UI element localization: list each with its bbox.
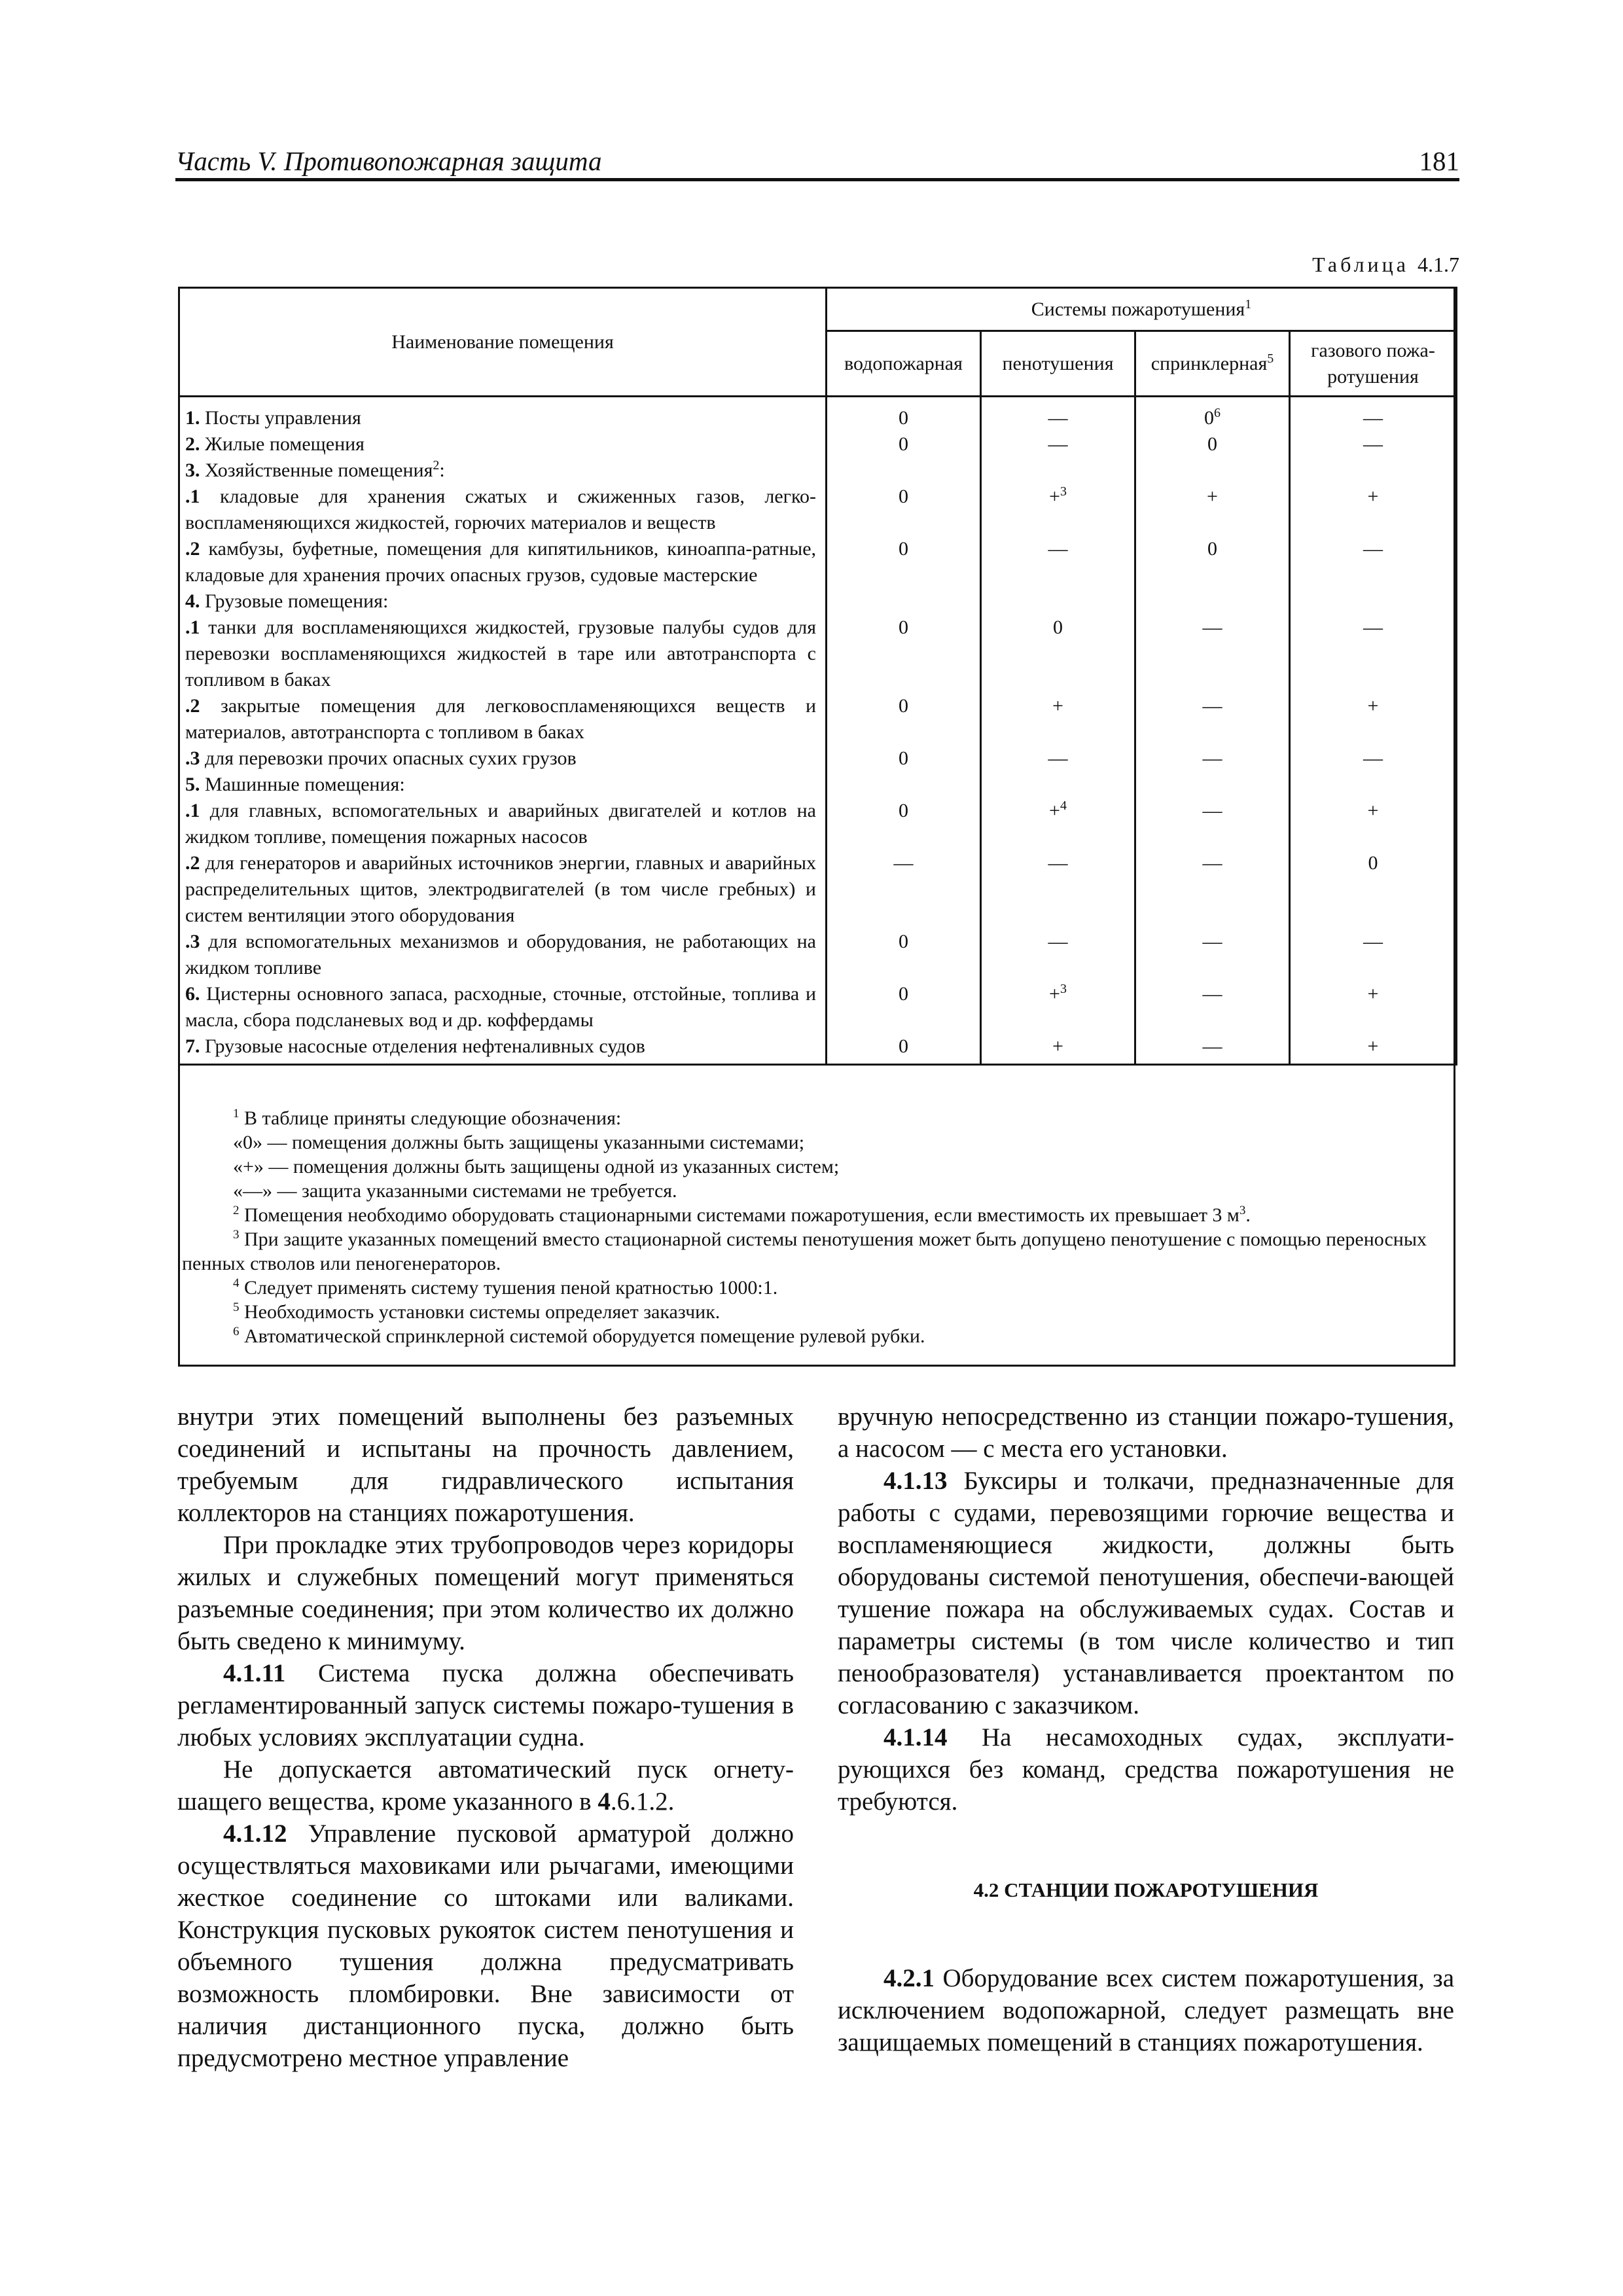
systems-header: Системы пожаротушения$^1$ [827,288,1457,331]
footnote-6: $^6$ Автоматической спринклерной системой оборудуется помещение рулевой рубки. [233,1325,925,1347]
table-row: 3. Хозяйственные помещения$^2$: [179,457,1457,484]
page-number: 181 [1419,146,1459,176]
paragraph: внутри этих помещений выполнены без разъемных соединений и испытаны на прочность давлением, требуемым для гидравлического испытания коллекторов на станциях пожаротушения. [177,1403,794,1527]
footnote-1b: «+» — помещения должны быть защищены одной из указанных систем; [233,1156,840,1177]
table-row: .2 камбузы, буфетные, помещения для кипятильников, киноаппа-ратные, кладовые для хранения прочих опасных грузов, судовые мастерские 0 — 0 — [179,536,1457,588]
table-footnotes [182,1106,1452,1348]
table-number: 4.1.7 [1418,253,1459,276]
table-label [1312,253,1459,277]
table-row: .3 для вспомогательных механизмов и оборудования, не работающих на жидком топливе 0 — — — [179,929,1457,981]
table-row: 6. Цистерны основного запаса, расходные, сточные, отстойные, топлива и масла, сбора подсланевых вод и др. коффердамы 0 +$^3$ — + [179,981,1457,1033]
paragraph-4-1-14: 4.1.14 На несамоходных судах, эксплуати-рующихся без команд, средства пожаротушения не требуются. [838,1723,1455,1816]
footnote-3: $^3$ При защите указанных помещений вместо стационарной системы пенотушения может быть допущено пенотушение с помощью переносных пенных стволов или пеногенераторов. [182,1228,1427,1274]
table-row: 7. Грузовые насосные отделения нефтеналивных судов 0 + — + [179,1033,1457,1065]
table-row: .2 закрытые помещения для легковоспламеняющихся веществ и материалов, автотранспорта с топливом в баках 0 + — + [179,693,1457,745]
fire-systems-table [178,287,1457,1066]
table-row: .2 для генераторов и аварийных источников энергии, главных и аварийных распределительных щитов, электродвигателей (в том числе гребных) и систем вентиляции этого оборудования — — — 0 [179,850,1457,929]
table-row: .1 кладовые для хранения сжатых и сжиженных газов, легко-воспламеняющихся жидкостей, горючих материалов и веществ 0 +$^3$ + + [179,484,1457,536]
table-row: .1 танки для воспламеняющихся жидкостей, грузовые палубы судов для перевозки воспламеняющихся жидкостей в таре или автотранспорта с топливом в баках 0 0 — — [179,615,1457,693]
col-sprinkler-header: спринклерная$^5$ [1135,331,1290,397]
footnote-4: $^4$ Следует применять систему тушения пеной кратностью 1000:1. [233,1276,778,1299]
footnote-1c: «—» — защита указанными системами не требуется. [233,1180,677,1202]
table-row: 1. Посты управления 0 — $0^6$ — [179,397,1457,432]
section-heading: 4.2 СТАНЦИИ ПОЖАРОТУШЕНИЯ [973,1878,1319,1901]
footnote-1: $^1$ В таблице приняты следующие обозначения: [233,1107,622,1129]
table-row: 5. Машинные помещения: [179,772,1457,798]
paragraph-4-1-12: 4.1.12 Управление пусковой арматурой должно осуществляться маховиками или рычагами, имеющими жесткое соединение со штоками или валиками. Конструкция пусковых рукояток систем пенотушения и объемного тушения должна предусматривать возможность пломбировки. Вне зависимости от наличия дистанционного пуска, должно быть предусмотрено местное управление [177,1820,794,2072]
table-row: .1 для главных, вспомогательных и аварийных двигателей и котлов на жидком топливе, помещения пожарных насосов 0 +$^4$ — + [179,798,1457,850]
paragraph-4-2-1: 4.2.1 Оборудование всех систем пожаротушения, за исключением водопожарной, следует размещать вне защищаемых помещений в станциях пожаротушения. [838,1964,1455,2056]
table-label-word: Таблица [1312,253,1409,276]
paragraph: вручную непосредственно из станции пожаро-тушения, а насосом — с места его установки. [838,1403,1454,1463]
col-water-header: водопожарная [827,331,981,397]
paragraph-4-1-11: 4.1.11 Система пуска должна обеспечивать регламентированный запуск системы пожаро-тушения в любых условиях эксплуатации судна. [177,1659,794,1751]
left-column [177,1401,794,2074]
right-column [838,1401,1454,2058]
footnote-1a: «0» — помещения должны быть защищены указанными системами; [233,1132,805,1153]
col-gas-header: газового пожа- ротушения [1290,331,1457,397]
table-row: 2. Жилые помещения 0 — 0 — [179,431,1457,457]
table-row: .3 для перевозки прочих опасных сухих грузов 0 — — — [179,745,1457,772]
running-header [175,145,1459,179]
paragraph: Не допускается автоматический пуск огнету-шащего вещества, кроме указанного в 4.6.1.2. [177,1755,794,1816]
paragraph-4-1-13: 4.1.13 Буксиры и толкачи, предназначенные для работы с судами, перевозящими горючие вещества и воспламеняющиеся жидкости, должны быть оборудованы системой пенотушения, обеспечи-вающей тушение пожара на обслуживаемых судах. Состав и параметры системы (в том числе количество и тип пенообразователя) устанавливается проектантом по согласованию с заказчиком. [838,1467,1454,1719]
header-rule [175,178,1459,181]
footnote-2: $^2$ Помещения необходимо оборудовать стационарными системами пожаротушения, если вместимость их превышает 3 $м^3$. [233,1204,1251,1226]
col-foam-header: пенотушения [981,331,1135,397]
footnote-5: $^5$ Необходимость установки системы определяет заказчик. [233,1300,721,1323]
paragraph: При прокладке этих трубопроводов через коридоры жилых и служебных помещений могут применяться разъемные соединения; при этом количество их должно быть сведено к минимуму. [177,1531,794,1655]
chapter-title: Часть V. Противопожарная защита [175,146,602,176]
table-row: 4. Грузовые помещения: [179,588,1457,615]
room-name-header: Наименование помещения [179,288,827,397]
